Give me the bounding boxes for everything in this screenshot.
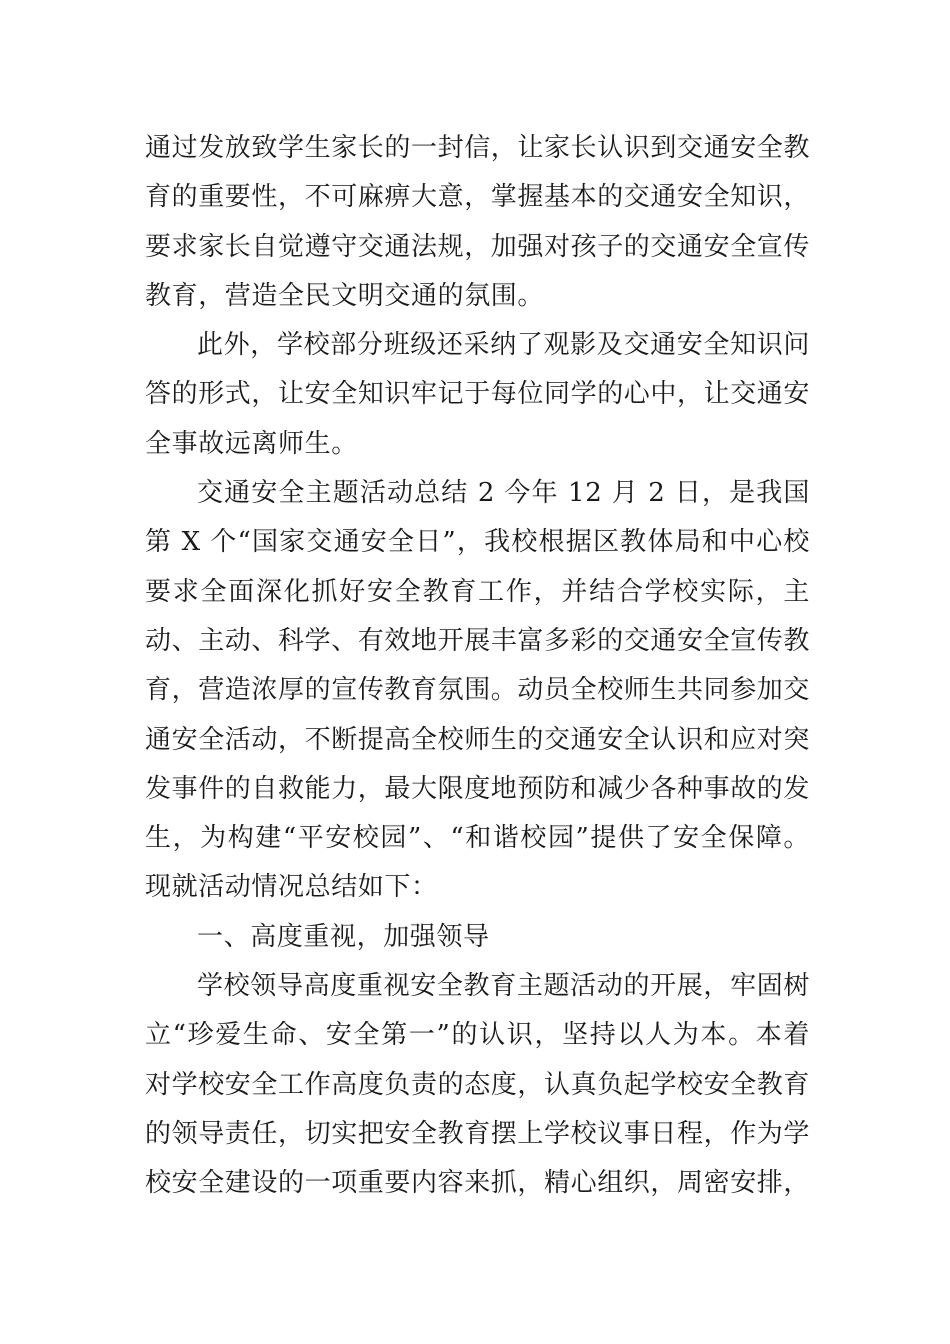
paragraph-parent-letter: 通过发放致学生家长的一封信，让家长认识到交通安全教育的重要性，不可麻痹大意，掌握基本的交通安全知识，要求家长自觉遵守交通法规，加强对孩子的交通安全宣传教育，营造全民文明交通的氛围。 [145, 133, 811, 311]
paragraph-summary-intro: 交通安全主题活动总结 2 今年 12 月 2 日，是我国第 X 个“国家交通安全日”，我校根据区教体局和中心校要求全面深化抓好安全教育工作，并结合学校实际，主动、主动、科学、有效地开展丰富多彩的交通安全宣传教育，营造浓厚的宣传教育氛围。动员全校师生共同参加交通安全活动，不断提高全校师生的交通安全认识和应对突发事件的自救能力，最大限度地预防和减少各种事故的发生，为构建“平安校园”、“和谐校园”提供了安全保障。现就活动情况总结如下： [145, 478, 811, 903]
section-heading-leadership: 一、高度重视，加强领导 [197, 921, 490, 952]
document-body [145, 124, 810, 1209]
paragraph-leadership: 学校领导高度重视安全教育主题活动的开展，牢固树立“珍爱生命、安全第一”的认识，坚持以人为本。本着对学校安全工作高度负责的态度，认真负起学校安全教育的领导责任，切实把安全教育摆上学校议事日程，作为学校安全建设的一项重要内容来抓，精心组织，周密安排， [145, 971, 811, 1199]
paragraph-class-activities: 此外，学校部分班级还采纳了观影及交通安全知识问答的形式，让安全知识牢记于每位同学的心中，让交通安全事故远离师生。 [145, 330, 811, 459]
